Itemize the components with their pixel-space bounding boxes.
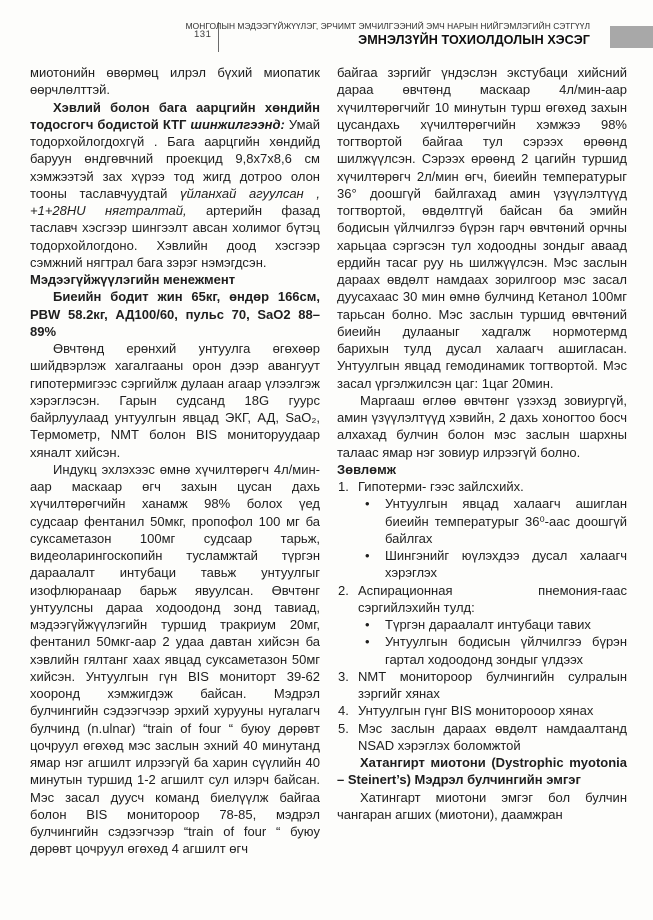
list-number: 4. [338,703,349,719]
header-corner-decoration [610,26,653,48]
header-titles [186,21,590,47]
bullet-item [358,633,627,668]
article-body [30,64,627,858]
section-heading-anesthesia-management: Мэдээгүйжүүлэгийн менежмент [30,272,236,287]
paragraph-recovery: байгаа зэргийг үндэслэн экстубаци хийсний дараа өвчтөнд маскаар 4л/мин-аар хүчилтөрөгчийг 10 минутын турш өгөхөд захын цусандахь хүчилтөрөгчийн хэмжээ 98% тогтвортой байгаа тул сэрээх өрөөнд шилжүүлсэн. Сэрээх өрөөнд 2 цагийн туршид хүчилтөрөгч 2л/мин өгч, биеийн температурыг 36° доошгүй байлгахад амин үзүүлэлтүүд тогтвортой, өвдөлтгүй байсан ба эмийн бодисын үйлчилгээ бүрэн гарч өвчтөний орчны харьцаа сэргэсэн тул ходоодны зондыг аваад ердийн тасаг руу нь шилжүүлсэн. Мэс заслын дараах өвдөлт намдаах зорилгоор мэс засал дуусахаас 30 мин өмнө булчинд Кетанол 100мг тарьсан болно. Мэс заслын туршид өвчтөний биеийн дулааныг хадгалж нормотермд барихын тулд дусал халаагч ашигласан. Унтуулгын явцад гемодинамик тогтвортой. Мэс засал үргэлжилсэн цаг: 1цаг 20мин. [337,65,627,391]
page-header [0,20,653,54]
journal-title: МОНГОЛЫН МЭДЭЭГҮЙЖҮҮЛЭГ, ЭРЧИМТ ЭМЧИЛГЭЭНИЙ ЭМЧ НАРЫН НИЙГЭМЛЭГИЙН СЭТГҮҮЛ [185,21,590,31]
bullet-marker: • [365,617,370,632]
list-text: Аспирационная пнемония-гаас сэргийлэхийн тулд: [358,582,627,615]
inline-italic: үйланхай агуулсан , +1+28HU нягтралтай, [30,185,321,218]
inline-bold: Хэвлий болон бага аарцгийн хөндийн тодосгогч бодистой КТГ [30,99,320,132]
list-text: NMT монитороор булчингийн сулралын зэргийг хянах [358,668,627,701]
paragraph-induction: Индукц эхлэхээс өмнө хүчилтөрөгч 4л/мин-аар маскаар өгч захын цусан дахь хүчилтөрөгчийн ханамж 98% болох үед судсаар фентанил 50мкг, пропофол 100 мг ба суксаметазон 100мг судсаар тарьж, видеоларингоскопийн тусламжтай түргэн дараалалт интубаци тавьж унтуулгыг изофлюранаар барьж явуулсан. Өвчтөнг унтуулсны дараа ходоодонд зонд тавиад, мэдээгүйжүүлэгийн туршид тракриум 20мг, фентанил 50мкг-аар 2 удаа давтан хийсэн ба хэвлийн гялтанг хаах явцад суксаметазон 50мг хийсэн. Унтуулгын гүн BIS мониторт 39-62 хооронд хэмжигдэж байсан. Мэдрэл булчингийн сэдээгчээр эрхий хурууны нугалагч булчинд (n.ulnar) “train of four “ буюу дөрөвт цочруул өгөхөд мэс заслын эхний 40 минутанд ямар нэг агшилт илрээгүй ба харин сүүлийн 40 минутын туршид 1-2 агшилт сул илэрч байсан. Мэс засал дуусч команд биелүүлж байгаа болон BIS монитороор 78-85, мэдрэл булчингийн сэдээгчээр “train of four “ буюу дөрөвт цочруул өгөхөд 4 агшилт өгч [30,461,320,857]
paragraph-myotonia-intro: Хатингарт миотони эмгэг бол булчин чангаран агших (миотони), даамжран [337,789,627,822]
list-text: Гипотерми- гээс зайлсхийх. [358,479,524,494]
list-number: 2. [338,582,349,598]
paragraph-ct-findings [30,99,320,272]
bullet-item [358,547,627,582]
bullet-text: Түргэн дараалалт интубаци тавих [385,617,591,632]
list-item [337,720,627,755]
left-column [30,64,320,858]
bullet-marker: • [365,496,370,512]
bullet-item [358,495,627,547]
list-item [337,478,627,495]
paragraph-vitals: Биеийн бодит жин 65кг, өндөр 166см, PBW 58.2кг, АД100/60, пульс 70, SaO2 88–89% [30,289,320,339]
list-number: 3. [338,668,349,684]
section-heading-recommendations: Зөвлөмж [337,461,396,477]
paragraph-followup: Маргааш өглөө өвчтөнг үзэхэд зовиургүй, амин үзүүлэлтүүд хэвийн, 2 дахь хоногтоо босч алхахад булчин болон мэс заслын шархны талаас ямар нэг зовиур илрээгүй болно. [337,392,627,460]
page-number: 131 [194,29,212,40]
bullet-text: Унтуулгын явцад халаагч ашиглан биеийн температурыг 36⁰-аас доошгүй байлгах [385,496,627,546]
bullet-text: Унтуулгын бодисын үйлчилгээ бүрэн гартал ходоодонд зондыг үлдээх [385,634,627,667]
inline-bold-italic: шинжилгээнд: [190,116,285,132]
paragraph-continuation: миотонийн өвөрмөц илрэл бүхий миопатик өөрчлөлттэй. [30,65,320,98]
list-number: 5. [338,720,349,736]
list-item [337,702,627,719]
paragraph-preparation: Өвчтөнд ерөнхий унтуулга өгөхөөр шийдвэрлэж хагалгааны орон дээр авангуут гипотермигээс сэргийлж дулаан агаар үлээлгэж хэрэглэсэн. Гарын судсанд 18G гуурс байрлуулаад унтуулгын явцад ЭКГ, АД, SaO₂, Термометр, NMT болон BIS мониторуудаар хяналт хийсэн. [30,341,320,460]
list-text: Унтуулгын гүнг BIS мониторooор хянах [358,703,594,719]
bullet-text: Шингэнийг юүлэхдээ дусал халаагч хэрэглэх [385,548,627,581]
inline-regular: Умай тодорхойлогдохгүй . Бага аарцгийн хөндийд баруун өндгөвчний проекцид 9,8х7х8,6 см хэмжээтэй зах хүрээ тод жигд дотроо олон тооны таславчуудтай [30,116,321,201]
inline-regular: артерийн фазад таславч хэсгээр шингээлт авсан холимог бүтэц тодорхойлогдоно. Хэвлийн доод хэсгээр сэмжний нягтрал бага зэрэг нэмэгдсэн. [30,203,320,270]
list-number: 1. [338,479,349,494]
list-item [337,668,627,703]
section-title: ЭМНЭЛЗҮЙН ТОХИОЛДОЛЫН ХЭСЭГ [358,32,590,47]
right-column [337,64,627,858]
list-item [337,582,627,617]
list-text: Мэс заслын дараах өвдөлт намдаалтанд NSAD хэрэглэх боломжтой [358,720,627,753]
bullet-item [358,616,627,633]
bullet-marker: • [365,634,370,650]
bullet-marker: • [365,548,370,563]
section-heading-dystrophic-myotonia: Хатангирт миотони (Dystrophic myotonia – Steinert’s) Мэдрэл булчингийн эмгэг [337,755,627,788]
